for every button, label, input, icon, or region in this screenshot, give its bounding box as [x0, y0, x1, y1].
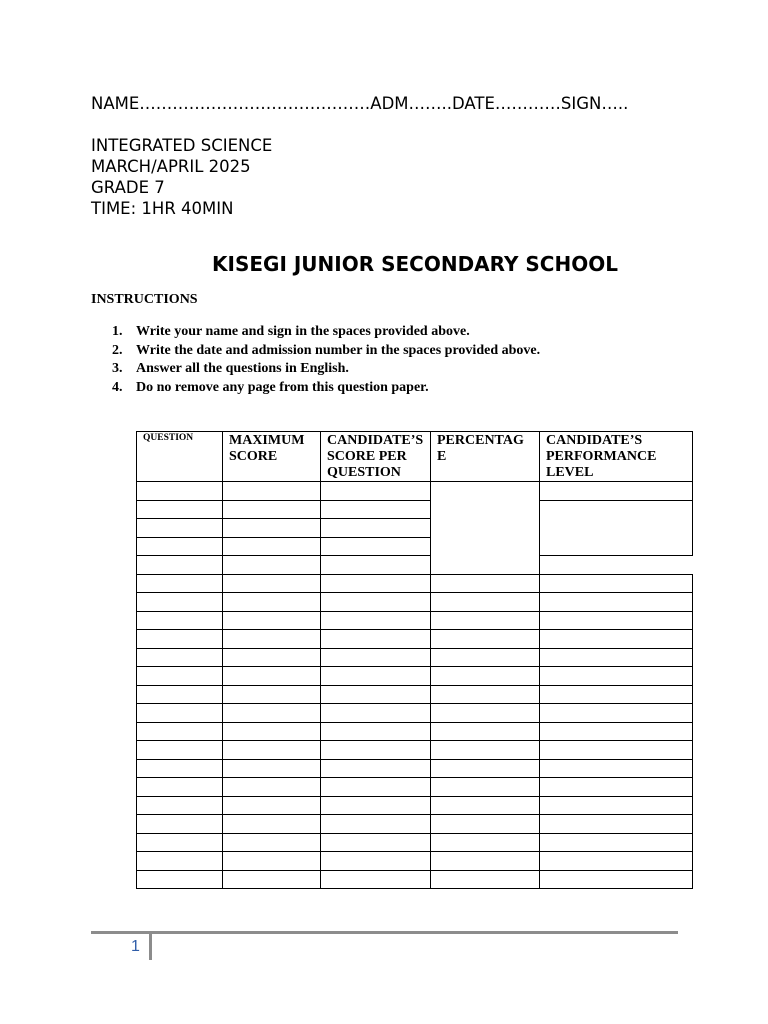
- percentage-cell[interactable]: [431, 704, 540, 723]
- candidate-score-cell[interactable]: [321, 556, 431, 575]
- instruction-item: [112, 360, 540, 379]
- question-cell[interactable]: [137, 482, 223, 501]
- question-cell[interactable]: [137, 537, 223, 556]
- question-cell[interactable]: [137, 611, 223, 630]
- performance-level-cell[interactable]: [540, 482, 693, 501]
- table-row: [137, 667, 693, 686]
- instruction-item: [112, 379, 540, 398]
- instruction-number: 2.: [112, 342, 123, 358]
- candidate-score-cell[interactable]: [321, 574, 431, 593]
- table-row: [137, 796, 693, 815]
- candidate-score-cell[interactable]: [321, 852, 431, 871]
- maximum-score-cell[interactable]: [223, 852, 321, 871]
- header-maximum-score-label: MAXIMUM SCORE: [229, 433, 305, 464]
- percentage-cell[interactable]: [431, 630, 540, 649]
- score-table-header-row: [137, 432, 693, 482]
- question-cell[interactable]: [137, 759, 223, 778]
- candidate-score-cell[interactable]: [321, 815, 431, 834]
- percentage-cell[interactable]: [431, 611, 540, 630]
- question-cell[interactable]: [137, 833, 223, 852]
- exam-details: [91, 135, 272, 219]
- table-row: [137, 611, 693, 630]
- page-number-divider: [149, 934, 152, 960]
- question-cell[interactable]: [137, 500, 223, 519]
- maximum-score-cell[interactable]: [223, 667, 321, 686]
- instructions-title: INSTRUCTIONS: [91, 292, 198, 307]
- question-cell[interactable]: [137, 852, 223, 871]
- percentage-cell[interactable]: [431, 833, 540, 852]
- table-row: [137, 741, 693, 760]
- performance-level-cell[interactable]: [540, 759, 693, 778]
- maximum-score-cell[interactable]: [223, 537, 321, 556]
- header-percentage-label: PERCENTAG E: [437, 433, 524, 464]
- table-row: [137, 704, 693, 723]
- table-row: [137, 574, 693, 593]
- question-cell[interactable]: [137, 741, 223, 760]
- maximum-score-cell[interactable]: [223, 833, 321, 852]
- table-row: [137, 482, 693, 501]
- question-cell[interactable]: [137, 648, 223, 667]
- question-cell[interactable]: [137, 815, 223, 834]
- performance-level-cell[interactable]: [540, 500, 693, 556]
- performance-level-cell[interactable]: [540, 833, 693, 852]
- student-details-line: NAME……………………………………ADM……..DATE…………SIGN…..: [91, 94, 629, 113]
- table-row: [137, 778, 693, 797]
- candidate-score-cell[interactable]: [321, 722, 431, 741]
- performance-level-cell[interactable]: [540, 611, 693, 630]
- percentage-cell[interactable]: [431, 759, 540, 778]
- header-question-label: QUESTION: [143, 433, 194, 443]
- percentage-cell[interactable]: [431, 815, 540, 834]
- header-candidate-score-label: CANDIDATE’S SCORE PER QUESTION: [327, 433, 424, 480]
- table-row: [137, 722, 693, 741]
- candidate-score-cell[interactable]: [321, 482, 431, 501]
- instruction-number: 4.: [112, 380, 123, 396]
- table-row: [137, 685, 693, 704]
- header-candidate-score: [321, 432, 431, 482]
- performance-level-cell[interactable]: [540, 796, 693, 815]
- maximum-score-cell[interactable]: [223, 593, 321, 612]
- table-row: [137, 833, 693, 852]
- maximum-score-cell[interactable]: [223, 556, 321, 575]
- table-row: [137, 648, 693, 667]
- table-row: [137, 870, 693, 889]
- maximum-score-cell[interactable]: [223, 519, 321, 538]
- performance-level-cell[interactable]: [540, 667, 693, 686]
- candidate-score-cell[interactable]: [321, 685, 431, 704]
- instruction-number: 3.: [112, 361, 123, 377]
- percentage-cell[interactable]: [431, 593, 540, 612]
- maximum-score-cell[interactable]: [223, 482, 321, 501]
- candidate-score-cell[interactable]: [321, 870, 431, 889]
- candidate-score-cell[interactable]: [321, 611, 431, 630]
- school-title: KISEGI JUNIOR SECONDARY SCHOOL: [212, 252, 618, 276]
- performance-level-cell[interactable]: [540, 648, 693, 667]
- performance-level-cell[interactable]: [540, 574, 693, 593]
- maximum-score-cell[interactable]: [223, 815, 321, 834]
- performance-level-cell[interactable]: [540, 630, 693, 649]
- maximum-score-cell[interactable]: [223, 722, 321, 741]
- candidate-score-cell[interactable]: [321, 704, 431, 723]
- header-percentage: [431, 432, 540, 482]
- question-cell[interactable]: [137, 593, 223, 612]
- term-label: MARCH/APRIL 2025: [91, 157, 251, 176]
- table-row: [137, 593, 693, 612]
- question-cell[interactable]: [137, 630, 223, 649]
- maximum-score-cell[interactable]: [223, 796, 321, 815]
- question-cell[interactable]: [137, 704, 223, 723]
- header-question: [137, 432, 223, 482]
- percentage-cell[interactable]: [431, 482, 540, 575]
- candidate-score-cell[interactable]: [321, 500, 431, 519]
- header-performance-level-label: CANDIDATE’S PERFORMANCE LEVEL: [546, 433, 657, 480]
- header-performance-level: [540, 432, 693, 482]
- maximum-score-cell[interactable]: [223, 778, 321, 797]
- percentage-cell[interactable]: [431, 667, 540, 686]
- question-cell[interactable]: [137, 870, 223, 889]
- instruction-text: Write your name and sign in the spaces provided above.: [136, 324, 470, 339]
- candidate-score-cell[interactable]: [321, 796, 431, 815]
- percentage-cell[interactable]: [431, 778, 540, 797]
- subject-label: INTEGRATED SCIENCE: [91, 136, 273, 155]
- maximum-score-cell[interactable]: [223, 870, 321, 889]
- candidate-score-cell[interactable]: [321, 741, 431, 760]
- question-cell[interactable]: [137, 722, 223, 741]
- question-cell[interactable]: [137, 667, 223, 686]
- performance-level-cell[interactable]: [540, 704, 693, 723]
- performance-level-cell[interactable]: [540, 685, 693, 704]
- maximum-score-cell[interactable]: [223, 741, 321, 760]
- maximum-score-cell[interactable]: [223, 574, 321, 593]
- candidate-score-cell[interactable]: [321, 519, 431, 538]
- candidate-score-cell[interactable]: [321, 593, 431, 612]
- score-table: [136, 431, 693, 889]
- percentage-cell[interactable]: [431, 685, 540, 704]
- percentage-cell[interactable]: [431, 722, 540, 741]
- instructions-list: [112, 323, 540, 398]
- table-row: [137, 852, 693, 871]
- maximum-score-cell[interactable]: [223, 630, 321, 649]
- grade-label: GRADE 7: [91, 178, 165, 197]
- candidate-score-cell[interactable]: [321, 630, 431, 649]
- maximum-score-cell[interactable]: [223, 648, 321, 667]
- table-row: [137, 500, 693, 519]
- percentage-cell[interactable]: [431, 574, 540, 593]
- performance-level-cell[interactable]: [540, 870, 693, 889]
- candidate-score-cell[interactable]: [321, 667, 431, 686]
- performance-level-cell[interactable]: [540, 593, 693, 612]
- performance-level-cell[interactable]: [540, 741, 693, 760]
- performance-level-cell[interactable]: [540, 852, 693, 871]
- percentage-cell[interactable]: [431, 852, 540, 871]
- maximum-score-cell[interactable]: [223, 759, 321, 778]
- maximum-score-cell[interactable]: [223, 704, 321, 723]
- question-cell[interactable]: [137, 778, 223, 797]
- percentage-cell[interactable]: [431, 796, 540, 815]
- instruction-item: [112, 323, 540, 342]
- performance-level-cell[interactable]: [540, 815, 693, 834]
- instruction-text: Answer all the questions in English.: [136, 361, 349, 377]
- table-row: [137, 556, 693, 575]
- table-row: [137, 630, 693, 649]
- maximum-score-cell[interactable]: [223, 611, 321, 630]
- time-label: TIME: 1HR 40MIN: [91, 199, 234, 218]
- page-number: 1: [131, 938, 140, 955]
- question-cell[interactable]: [137, 519, 223, 538]
- question-cell[interactable]: [137, 556, 223, 575]
- maximum-score-cell[interactable]: [223, 500, 321, 519]
- maximum-score-cell[interactable]: [223, 685, 321, 704]
- instruction-text: Do no remove any page from this question paper.: [136, 380, 429, 396]
- percentage-cell[interactable]: [431, 741, 540, 760]
- question-cell[interactable]: [137, 796, 223, 815]
- table-row: [137, 759, 693, 778]
- question-cell[interactable]: [137, 685, 223, 704]
- table-row: [137, 815, 693, 834]
- instruction-item: [112, 342, 540, 361]
- candidate-score-cell[interactable]: [321, 778, 431, 797]
- header-maximum-score: [223, 432, 321, 482]
- percentage-cell[interactable]: [431, 648, 540, 667]
- performance-level-cell[interactable]: [540, 722, 693, 741]
- footer-rule: [91, 931, 678, 934]
- question-cell[interactable]: [137, 574, 223, 593]
- candidate-score-cell[interactable]: [321, 759, 431, 778]
- candidate-score-cell[interactable]: [321, 537, 431, 556]
- instruction-number: 1.: [112, 324, 123, 339]
- candidate-score-cell[interactable]: [321, 648, 431, 667]
- candidate-score-cell[interactable]: [321, 833, 431, 852]
- percentage-cell[interactable]: [431, 870, 540, 889]
- performance-level-cell[interactable]: [540, 778, 693, 797]
- instruction-text: Write the date and admission number in the spaces provided above.: [136, 342, 541, 358]
